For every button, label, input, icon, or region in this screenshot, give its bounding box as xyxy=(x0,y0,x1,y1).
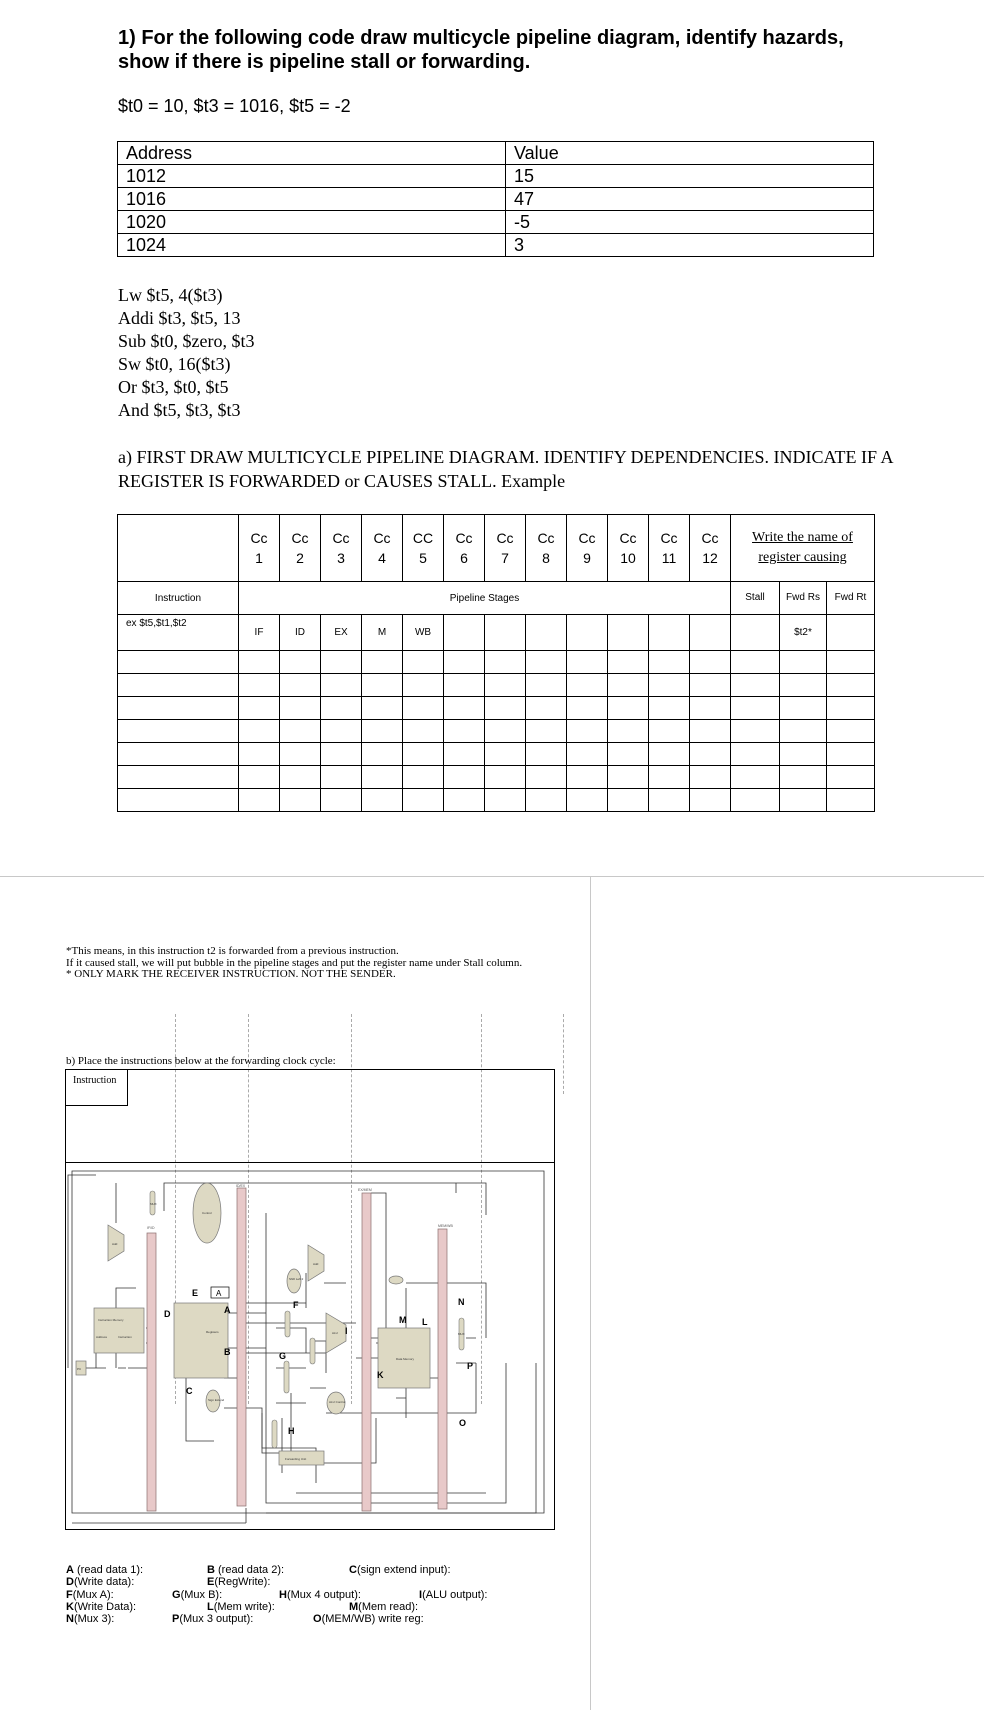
mux-label: MUX xyxy=(458,1332,465,1336)
memory-table-header xyxy=(118,142,874,165)
datapath-components xyxy=(76,1183,430,1465)
answer-cell[interactable] xyxy=(780,674,827,697)
letter-h: H xyxy=(288,1426,295,1436)
and-gate xyxy=(389,1276,403,1284)
answer-cell[interactable] xyxy=(526,651,567,674)
note-line: * ONLY MARK THE RECEIVER INSTRUCTION. NOT THE SENDER. xyxy=(66,968,396,980)
answer-row[interactable] xyxy=(118,789,875,812)
answer-cell[interactable] xyxy=(567,720,608,743)
stage-cell: M xyxy=(362,615,403,651)
instruction-answer-box[interactable] xyxy=(65,1069,555,1163)
answer-row[interactable] xyxy=(118,743,875,766)
answer-cell[interactable] xyxy=(321,720,362,743)
mux-b xyxy=(310,1338,315,1364)
answer-cell[interactable] xyxy=(567,651,608,674)
value-cell: 15 xyxy=(506,165,874,188)
fwd-rs-header: Fwd Rs xyxy=(780,582,827,615)
cycle-header: CC 5 xyxy=(403,515,444,582)
memory-table xyxy=(117,141,874,257)
answer-cell[interactable] xyxy=(649,720,690,743)
letter-f: F xyxy=(293,1300,299,1310)
answer-cell[interactable] xyxy=(567,766,608,789)
answer-cell[interactable] xyxy=(485,651,526,674)
memwb-register xyxy=(438,1229,447,1509)
answer-cell[interactable] xyxy=(280,651,321,674)
datapath-svg xyxy=(66,1163,554,1529)
answer-cell[interactable] xyxy=(649,697,690,720)
code-line: Sw $t0, 16($t3) xyxy=(118,354,231,374)
answer-cell[interactable] xyxy=(444,697,485,720)
answer-cell[interactable] xyxy=(567,743,608,766)
answer-cell[interactable] xyxy=(118,697,239,720)
fwd-rs-cell: $t2* xyxy=(780,615,827,651)
legend-l: L(Mem write): xyxy=(207,1601,275,1613)
value-cell: 3 xyxy=(506,234,874,257)
answer-cell[interactable] xyxy=(321,789,362,812)
code-line: Or $t3, $t0, $t5 xyxy=(118,377,229,397)
exmem-label: EX/MEM xyxy=(358,1188,372,1192)
answer-row[interactable] xyxy=(118,697,875,720)
answer-cell[interactable] xyxy=(280,789,321,812)
cycle-header: Cc 7 xyxy=(485,515,526,582)
answer-cell[interactable] xyxy=(526,766,567,789)
code-line: Addi $t3, $t5, 13 xyxy=(118,308,241,328)
add-label: Add xyxy=(112,1242,118,1246)
letter-g: G xyxy=(279,1351,287,1361)
answer-cell[interactable] xyxy=(403,651,444,674)
example-note xyxy=(66,946,526,981)
answer-cell[interactable] xyxy=(118,743,239,766)
answer-cell[interactable] xyxy=(526,674,567,697)
answer-cell[interactable] xyxy=(485,697,526,720)
letter-a: A xyxy=(224,1305,231,1315)
regdst-mux xyxy=(272,1420,277,1448)
answer-cell[interactable] xyxy=(280,674,321,697)
answer-cell[interactable] xyxy=(690,789,731,812)
stage-cell xyxy=(485,615,526,651)
alu-control-label: ALU Control xyxy=(329,1400,346,1404)
cycle-header: Cc 8 xyxy=(526,515,567,582)
answer-cell[interactable] xyxy=(362,651,403,674)
instruction-label: Instruction xyxy=(66,1070,128,1106)
control-label: Control xyxy=(202,1211,212,1215)
answer-cell[interactable] xyxy=(526,697,567,720)
pc-label: PC xyxy=(77,1367,82,1371)
answer-cell[interactable] xyxy=(362,766,403,789)
answer-cell[interactable] xyxy=(567,697,608,720)
instruction-port-label: Instruction xyxy=(118,1335,132,1339)
answer-cell[interactable] xyxy=(827,697,875,720)
answer-cell[interactable] xyxy=(690,766,731,789)
answer-cell[interactable] xyxy=(118,720,239,743)
answer-cell[interactable] xyxy=(321,697,362,720)
cycle-header: Cc 9 xyxy=(567,515,608,582)
answer-cell[interactable] xyxy=(780,766,827,789)
answer-cell[interactable] xyxy=(444,789,485,812)
registers-label: Registers xyxy=(206,1330,219,1334)
answer-cell[interactable] xyxy=(690,651,731,674)
mux-a xyxy=(285,1311,290,1337)
answer-cell[interactable] xyxy=(239,789,280,812)
address-cell: 1016 xyxy=(118,188,506,211)
answer-cell[interactable] xyxy=(526,743,567,766)
code-block xyxy=(118,284,255,422)
legend-c: C(sign extend input): xyxy=(349,1564,451,1576)
letter-i: I xyxy=(345,1326,348,1336)
answer-cell[interactable] xyxy=(649,789,690,812)
answer-cell[interactable] xyxy=(485,674,526,697)
letter-k: K xyxy=(377,1370,384,1380)
address-cell: 1012 xyxy=(118,165,506,188)
answer-cell[interactable] xyxy=(731,766,780,789)
answer-cell[interactable] xyxy=(485,720,526,743)
code-line: And $t5, $t3, $t3 xyxy=(118,400,241,420)
legend-k: K(Write Data): xyxy=(66,1601,137,1613)
answer-cell[interactable] xyxy=(690,697,731,720)
answer-cell[interactable] xyxy=(827,720,875,743)
ifid-register xyxy=(147,1233,156,1511)
answer-cell[interactable] xyxy=(608,697,649,720)
answer-cell[interactable] xyxy=(403,697,444,720)
answer-cell[interactable] xyxy=(608,674,649,697)
answer-cell[interactable] xyxy=(780,743,827,766)
fwd-rt-header: Fwd Rt xyxy=(827,582,875,615)
answer-cell[interactable] xyxy=(239,697,280,720)
stage-cell xyxy=(526,615,567,651)
stage-cell: IF xyxy=(239,615,280,651)
guide-line xyxy=(563,1014,564,1094)
answer-cell[interactable] xyxy=(444,743,485,766)
answer-cell[interactable] xyxy=(485,743,526,766)
answer-cell[interactable] xyxy=(362,789,403,812)
stage-cell xyxy=(690,615,731,651)
answer-cell[interactable] xyxy=(567,674,608,697)
code-line: Sub $t0, $zero, $t3 xyxy=(118,331,255,351)
instruction-header: Instruction xyxy=(118,582,239,615)
answer-cell[interactable] xyxy=(321,674,362,697)
stage-cell: WB xyxy=(403,615,444,651)
answer-cell[interactable] xyxy=(280,697,321,720)
answer-cell[interactable] xyxy=(649,766,690,789)
answer-cell[interactable] xyxy=(403,766,444,789)
answer-cell[interactable] xyxy=(280,766,321,789)
stage-header-row xyxy=(118,582,875,615)
answer-cell[interactable] xyxy=(608,651,649,674)
letter-b: B xyxy=(224,1347,231,1357)
letter-d: D xyxy=(164,1309,171,1319)
idex-label: ID/EX xyxy=(236,1184,246,1188)
cycle-header: Cc 4 xyxy=(362,515,403,582)
answer-cell[interactable] xyxy=(118,674,239,697)
cycle-header: Cc 10 xyxy=(608,515,649,582)
letter-m: M xyxy=(399,1315,407,1325)
answer-cell[interactable] xyxy=(608,789,649,812)
answer-cell[interactable] xyxy=(731,697,780,720)
stage-cell xyxy=(444,615,485,651)
example-instruction: ex $t5,$t1,$t2 xyxy=(118,615,239,651)
letter-p: P xyxy=(467,1361,474,1371)
address-header: Address xyxy=(118,142,506,165)
exmem-register xyxy=(362,1193,371,1511)
legend-i: I(ALU output): xyxy=(419,1589,488,1601)
answer-cell[interactable] xyxy=(608,743,649,766)
answer-cell[interactable] xyxy=(321,766,362,789)
answer-cell[interactable] xyxy=(321,651,362,674)
answer-cell[interactable] xyxy=(649,743,690,766)
answer-row[interactable] xyxy=(118,720,875,743)
pipeline-stages-header: Pipeline Stages xyxy=(239,582,731,615)
answer-cell[interactable] xyxy=(403,789,444,812)
answer-cell[interactable] xyxy=(690,720,731,743)
register-values: $t0 = 10, $t3 = 1016, $t5 = -2 xyxy=(118,96,351,116)
stage-cell xyxy=(649,615,690,651)
stall-cell xyxy=(731,615,780,651)
answer-row[interactable] xyxy=(118,651,875,674)
answer-cell[interactable] xyxy=(485,789,526,812)
answer-cell[interactable] xyxy=(239,766,280,789)
forwarding-label: Forwarding Unit xyxy=(285,1457,307,1461)
cycle-header: Cc 11 xyxy=(649,515,690,582)
answer-cell[interactable] xyxy=(731,743,780,766)
answer-row[interactable] xyxy=(118,766,875,789)
cycle-header: Cc 2 xyxy=(280,515,321,582)
answer-cell[interactable] xyxy=(118,789,239,812)
imem-label: Instruction Memory xyxy=(98,1318,124,1322)
mux-label: MUX xyxy=(150,1202,157,1206)
answer-cell[interactable] xyxy=(731,651,780,674)
memory-row xyxy=(118,188,874,211)
stall-header: Stall xyxy=(731,582,780,615)
legend-g: G(Mux B): xyxy=(172,1589,223,1601)
legend-m: M(Mem read): xyxy=(349,1601,419,1613)
answer-cell[interactable] xyxy=(444,674,485,697)
note-line: *This means, in this instruction t2 is forwarded from a previous instruction. xyxy=(66,945,399,957)
answer-cell[interactable] xyxy=(780,697,827,720)
answer-cell[interactable] xyxy=(444,766,485,789)
value-cell: 47 xyxy=(506,188,874,211)
memory-row xyxy=(118,211,874,234)
note-line: If it caused stall, we will put bubble in the pipeline stages and put the register name under Stall column. xyxy=(66,956,523,969)
ifid-label: IF/ID xyxy=(147,1226,155,1230)
value-cell: -5 xyxy=(506,211,874,234)
answer-cell[interactable] xyxy=(567,789,608,812)
answer-cell[interactable] xyxy=(403,720,444,743)
legend-a: A (read data 1): xyxy=(66,1564,144,1576)
answer-cell[interactable] xyxy=(239,674,280,697)
answer-cell[interactable] xyxy=(362,720,403,743)
idex-register xyxy=(237,1188,246,1506)
answer-cell[interactable] xyxy=(608,720,649,743)
legend-p: P(Mux 3 output): xyxy=(172,1613,254,1625)
answer-cell[interactable] xyxy=(526,789,567,812)
answer-cell[interactable] xyxy=(731,789,780,812)
answer-cell[interactable] xyxy=(827,789,875,812)
answer-cell[interactable] xyxy=(239,743,280,766)
cycle-header: Cc 12 xyxy=(690,515,731,582)
answer-cell[interactable] xyxy=(731,674,780,697)
answer-cell[interactable] xyxy=(526,720,567,743)
pipeline-table xyxy=(117,514,875,812)
legend-f: F(Mux A): xyxy=(66,1589,114,1601)
answer-cell[interactable] xyxy=(649,651,690,674)
answer-cell[interactable] xyxy=(649,674,690,697)
letter-l: L xyxy=(422,1317,428,1327)
register-file xyxy=(174,1303,228,1378)
memwb-label: MEM/WB xyxy=(438,1224,453,1228)
shift-left xyxy=(287,1269,301,1293)
answer-cell[interactable] xyxy=(362,697,403,720)
value-header: Value xyxy=(506,142,874,165)
part-a-instructions: a) FIRST DRAW MULTICYCLE PIPELINE DIAGRAM. IDENTIFY DEPENDENCIES. INDICATE IF A REGISTER IS FORWARDED or CAUSES STALL. Example xyxy=(118,447,893,491)
answer-cell[interactable] xyxy=(362,743,403,766)
memory-row xyxy=(118,234,874,257)
answer-cell[interactable] xyxy=(280,743,321,766)
blank-cell xyxy=(118,515,239,582)
part-b-instructions: b) Place the instructions below at the forwarding clock cycle: xyxy=(66,1055,336,1067)
answer-row[interactable] xyxy=(118,674,875,697)
letter-n: N xyxy=(458,1297,465,1307)
answer-cell[interactable] xyxy=(403,743,444,766)
answer-cell[interactable] xyxy=(239,720,280,743)
cycle-header: Cc 3 xyxy=(321,515,362,582)
address-label: Address xyxy=(96,1335,108,1339)
letter-a-boxed: A xyxy=(216,1289,222,1298)
answer-cell[interactable] xyxy=(827,651,875,674)
legend-o: O(MEM/WB) write reg: xyxy=(313,1613,424,1625)
legend-d: D(Write data): xyxy=(66,1576,135,1588)
page-3 xyxy=(591,877,984,1710)
letter-e: E xyxy=(192,1288,199,1298)
branch-add-label: Add xyxy=(313,1262,319,1266)
answer-cell[interactable] xyxy=(403,674,444,697)
question-title: 1) For the following code draw multicycle pipeline diagram, identify hazards, show if there is pipeline stall or forwarding. xyxy=(118,27,844,73)
write-name-header: Write the name of register causing xyxy=(731,515,875,582)
stage-cell xyxy=(567,615,608,651)
answer-cell[interactable] xyxy=(444,651,485,674)
answer-cell[interactable] xyxy=(485,766,526,789)
letter-o: O xyxy=(459,1418,467,1428)
instruction-memory xyxy=(94,1308,144,1353)
shift-label: Shift Left 2 xyxy=(289,1277,304,1281)
cycle-header: Cc 6 xyxy=(444,515,485,582)
legend-h: H(Mux 4 output): xyxy=(279,1589,361,1601)
answer-cell[interactable] xyxy=(321,743,362,766)
answer-cell[interactable] xyxy=(690,674,731,697)
legend-e: E(RegWrite): xyxy=(207,1576,271,1588)
answer-cell[interactable] xyxy=(690,743,731,766)
cycle-header: Cc 1 xyxy=(239,515,280,582)
alu-src-mux xyxy=(284,1361,289,1393)
stage-cell: EX xyxy=(321,615,362,651)
answer-cell[interactable] xyxy=(118,766,239,789)
sign-extend-label: Sign Extend xyxy=(208,1398,225,1402)
address-cell: 1024 xyxy=(118,234,506,257)
legend-b: B (read data 2): xyxy=(207,1564,285,1576)
answer-cell[interactable] xyxy=(608,766,649,789)
address-cell: 1020 xyxy=(118,211,506,234)
answer-cell[interactable] xyxy=(444,720,485,743)
letter-c: C xyxy=(186,1386,193,1396)
example-row xyxy=(118,615,875,651)
cycle-header-row xyxy=(118,515,875,582)
pipeline-datapath-diagram xyxy=(65,1162,555,1530)
fwd-rt-cell xyxy=(827,615,875,651)
answer-cell[interactable] xyxy=(780,789,827,812)
answer-cell[interactable] xyxy=(239,651,280,674)
answer-cell[interactable] xyxy=(362,674,403,697)
answer-cell[interactable] xyxy=(280,720,321,743)
answer-cell[interactable] xyxy=(827,766,875,789)
dmem-label: Data Memory xyxy=(396,1357,415,1361)
alu-label: ALU xyxy=(332,1331,338,1335)
answer-cell[interactable] xyxy=(118,651,239,674)
answer-cell[interactable] xyxy=(827,743,875,766)
memory-row xyxy=(118,165,874,188)
code-line: Lw $t5, 4($t3) xyxy=(118,285,223,305)
answer-cell[interactable] xyxy=(731,720,780,743)
stage-cell: ID xyxy=(280,615,321,651)
legend-n: N(Mux 3): xyxy=(66,1613,115,1625)
stage-cell xyxy=(608,615,649,651)
answer-cell[interactable] xyxy=(827,674,875,697)
answer-cell[interactable] xyxy=(780,720,827,743)
answer-cell[interactable] xyxy=(780,651,827,674)
